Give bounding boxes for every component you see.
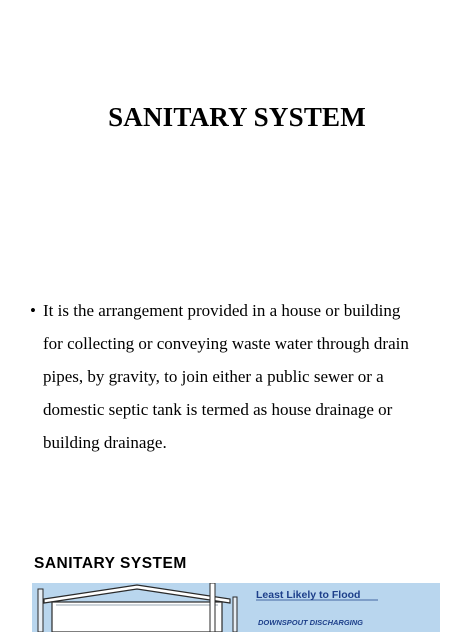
diagram-label-bottom: DOWNSPOUT DISCHARGING [258, 618, 363, 627]
slide-title: SANITARY SYSTEM [108, 102, 366, 132]
bullet-line: building drainage. [43, 433, 167, 452]
left-downspout-icon [38, 589, 43, 632]
bullet-line: for collecting or conveying waste water through drain [43, 334, 409, 353]
vent-stack-icon [210, 583, 215, 632]
house-drainage-diagram [32, 583, 440, 632]
diagram-label-top: Least Likely to Flood [256, 589, 361, 601]
house-wall [52, 602, 222, 632]
bullet-paragraph [30, 294, 450, 459]
bullet-line: It is the arrangement provided in a house or building [43, 301, 401, 320]
right-downspout-icon [233, 597, 237, 632]
section-heading: SANITARY SYSTEM [34, 555, 187, 572]
bullet-marker: • [30, 301, 36, 320]
bullet-line: domestic septic tank is termed as house drainage or [43, 400, 393, 419]
bullet-text [30, 294, 450, 459]
bullet-line: pipes, by gravity, to join either a public sewer or a [43, 367, 384, 386]
